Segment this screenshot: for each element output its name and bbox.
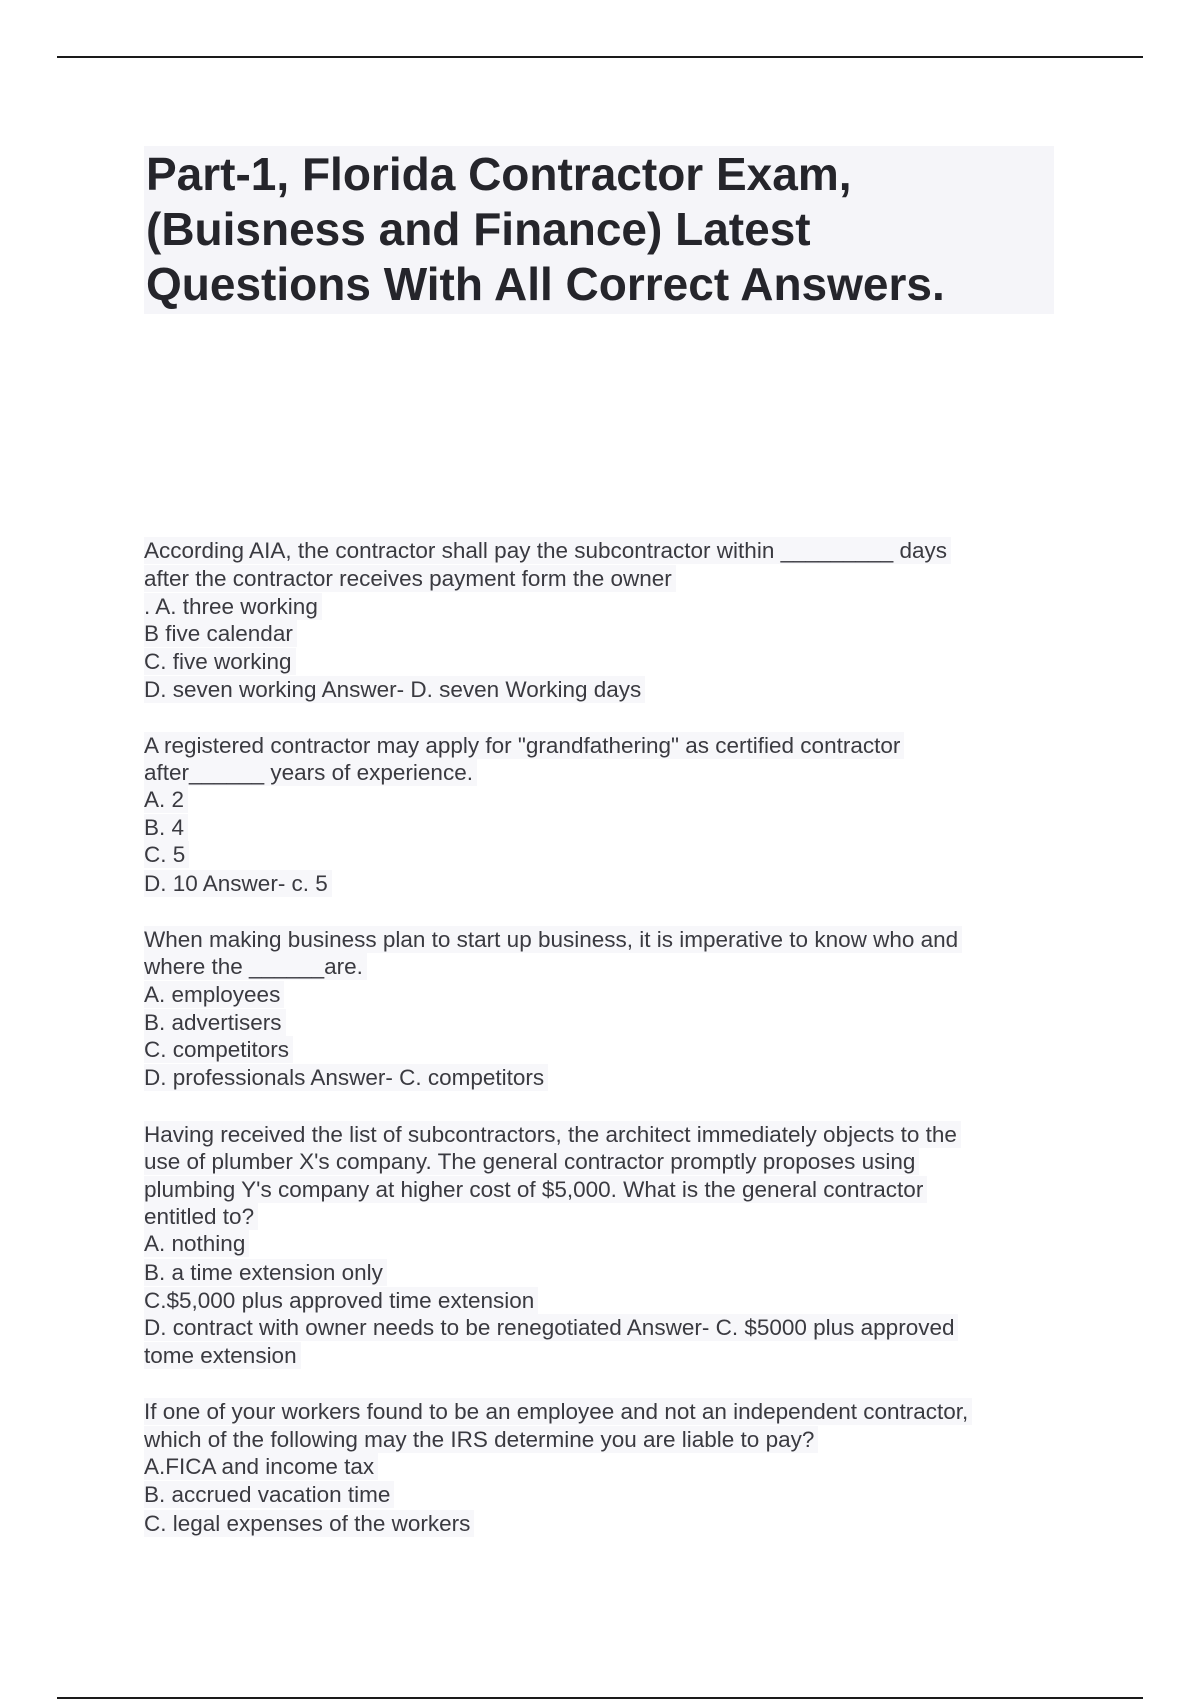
question-1-option-c: C. five working — [144, 648, 296, 675]
question-1-option-d-answer: D. seven working Answer- D. seven Working days — [144, 676, 645, 703]
question-4-stem: Having received the list of subcontractors, the architect immediately objects to the — [144, 1121, 961, 1148]
question-3-stem-cont: where the ______are. — [144, 953, 367, 980]
question-2-option-a: A. 2 — [144, 786, 188, 813]
question-4-option-b: B. a time extension only — [144, 1259, 387, 1286]
title-line-3: Questions With All Correct Answers. — [146, 258, 945, 310]
question-5-option-c: C. legal expenses of the workers — [144, 1510, 474, 1537]
question-2-option-d-answer: D. 10 Answer- c. 5 — [144, 870, 332, 897]
question-5-option-b: B. accrued vacation time — [144, 1481, 394, 1508]
question-2-option-c: C. 5 — [144, 841, 189, 868]
question-4-stem-cont-3: entitled to? — [144, 1203, 258, 1230]
question-5-stem-cont: which of the following may the IRS determine you are liable to pay? — [144, 1426, 818, 1453]
bottom-rule — [57, 1697, 1143, 1699]
question-4-option-c: C.$5,000 plus approved time extension — [144, 1287, 538, 1314]
question-3-option-d-answer: D. professionals Answer- C. competitors — [144, 1064, 548, 1091]
question-5-stem: If one of your workers found to be an employee and not an independent contractor, — [144, 1398, 972, 1425]
question-1-option-b: B five calendar — [144, 620, 297, 647]
question-2-stem-cont: after______ years of experience. — [144, 759, 477, 786]
question-4-option-a: A. nothing — [144, 1230, 249, 1257]
question-2-option-b: B. 4 — [144, 814, 188, 841]
top-rule — [57, 56, 1143, 58]
question-4-stem-cont-2: plumbing Y's company at higher cost of $5,000. What is the general contractor — [144, 1176, 927, 1203]
question-3-option-b: B. advertisers — [144, 1009, 286, 1036]
question-1-option-a: . A. three working — [144, 593, 322, 620]
question-4-answer-cont: tome extension — [144, 1342, 301, 1369]
question-4-stem-cont-1: use of plumber X's company. The general contractor promptly proposes using — [144, 1148, 919, 1175]
question-3-option-a: A. employees — [144, 981, 284, 1008]
question-4-option-d-answer: D. contract with owner needs to be renegotiated Answer- C. $5000 plus approved — [144, 1314, 958, 1341]
question-1-stem: According AIA, the contractor shall pay the subcontractor within _________ days — [144, 537, 951, 564]
question-2-stem: A registered contractor may apply for "grandfathering" as certified contractor — [144, 732, 904, 759]
document-title — [144, 146, 1054, 314]
title-line-1: Part-1, Florida Contractor Exam, — [146, 148, 852, 200]
question-3-stem: When making business plan to start up business, it is imperative to know who and — [144, 926, 962, 953]
question-1-stem-cont: after the contractor receives payment form the owner — [144, 565, 676, 592]
question-5-option-a: A.FICA and income tax — [144, 1453, 378, 1480]
question-3-option-c: C. competitors — [144, 1036, 293, 1063]
title-line-2: (Buisness and Finance) Latest — [146, 203, 811, 255]
